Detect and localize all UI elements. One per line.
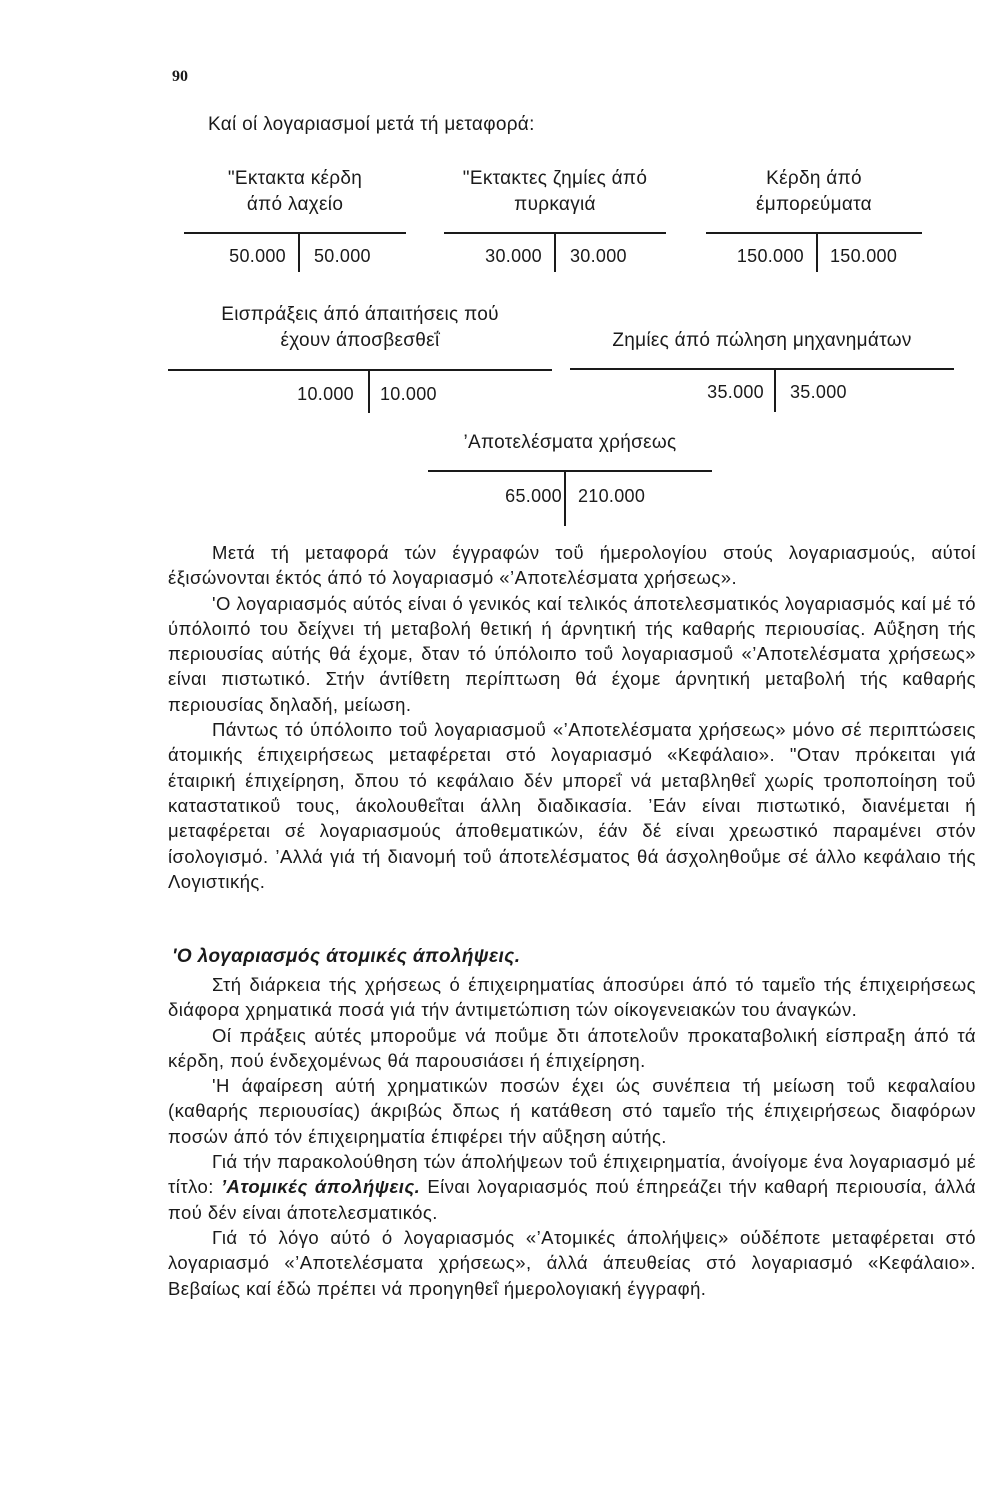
t-account-title: "Εκτακτα κέρδη άπό λαχείο — [227, 168, 363, 215]
t-account-extraordinary-gains — [184, 166, 406, 276]
t-account-title: "Εκτακτες ζημίες άπό πυρκαγιά — [462, 168, 648, 215]
body-text-block-1 — [168, 540, 976, 894]
t-account-title: ’Αποτελέσματα χρήσεως — [463, 432, 677, 453]
paragraph: Μετά τή μεταφορά τών έγγραφών τοΰ ήμερολογίου στούς λογαριασμούς, αύτοί έξισώνονται έκτός άπό τό λογαριασμό «’Αποτελέσματα χρήσεως». — [168, 542, 976, 589]
t-account-title: Κέρδη άπό έμπορεύματα — [756, 168, 872, 215]
t-account-income-summary — [428, 430, 712, 530]
paragraph: Στή διάρκεια τής χρήσεως ό έπιχειρηματίας άποσύρει άπό τό ταμεΐο τής έπιχειρήσεως διάφορα χρηματικά ποσά γιά τήν άντιμετώπιση τών οίκογενειακών του άναγκών. — [168, 974, 976, 1021]
t-account-credit: 210.000 — [578, 486, 646, 506]
t-account-debit: 10.000 — [297, 384, 354, 404]
t-account-machinery-sale-losses — [570, 328, 954, 414]
t-account-merchandise-gains — [706, 166, 922, 276]
t-account-debit: 150.000 — [736, 246, 804, 266]
section-title: 'Ο λογαριασμός άτομικές άπολήψεις. — [172, 946, 521, 967]
intro-line: Καί οί λογαριασμοί μετά τή μεταφορά: — [208, 114, 535, 135]
t-account-extraordinary-losses — [444, 166, 666, 276]
t-account-written-off-receivables — [168, 302, 552, 414]
paragraph: Οί πράξεις αύτές μποροΰμε νά ποΰμε δτι άποτελοΰν προκαταβολική είσπραξη άπό τά κέρδη, πού ένδεχομένως θά παρουσιάσει ή έπιχείρηση. — [168, 1024, 976, 1071]
t-account-title: Εισπράξεις άπό άπαιτήσεις πού έχουν άποσβεσθεΐ — [221, 304, 499, 351]
t-account-debit: 65.000 — [505, 486, 562, 506]
t-account-credit: 150.000 — [830, 246, 898, 266]
body-text-block-2 — [168, 972, 976, 1301]
t-account-debit: 50.000 — [229, 246, 286, 266]
t-account-debit: 30.000 — [485, 246, 542, 266]
t-account-credit: 30.000 — [570, 246, 627, 266]
page-number: 90 — [172, 68, 188, 85]
account-title-emphasis: ’Ατομικές άπολήψεις. — [220, 1176, 421, 1198]
paragraph: 'Ο λογαριασμός αύτός είναι ό γενικός καί τελικός άποτελεσματικός λογαριασμός καί μέ τό ύπόλοιπό του δείχνει τή μεταβολή θετική ή άρνητική τής καθαρής περιουσίας. Αΰξηση τής περιουσίας αύτής θά έχομε, δταν τό ύπόλοιπο τοΰ λογαριασμοΰ «’Αποτελέσματα χρήσεως» είναι πιστωτικό. Στήν άντίθετη περίπτωση θά έχομε άρνητική μεταβολή τής καθαρής περιουσίας δηλαδή, μείωση. — [168, 592, 976, 715]
t-account-debit: 35.000 — [707, 382, 764, 402]
t-account-credit: 35.000 — [790, 382, 847, 402]
paragraph: Γιά τήν παρακολούθηση τών άπολήψεων τοΰ έπιχειρηματία, άνοίγομε ένα λογαριασμό μέ τίτλο: ’Ατομικές άπολήψεις. Είναι λογαριασμός πού έπηρεάζει τήν καθαρή περιουσία, άλλά πού δέν είναι άποτελεσματικός. — [168, 1151, 976, 1223]
paragraph: Γιά τό λόγο αύτό ό λογαριασμός «’Ατομικές άπολήψεις» ούδέποτε μεταφέρεται στό λογαριασμό «’Αποτελέσματα χρήσεως», άλλά άπευθείας στό λογαριασμό «Κεφάλαιο». Βεβαίως καί έδώ πρέπει νά προηγηθεΐ ήμερολογιακή έγγραφή. — [168, 1226, 976, 1299]
t-account-credit: 50.000 — [314, 246, 371, 266]
paragraph: Πάντως τό ύπόλοιπο τοΰ λογαριασμοΰ «’Αποτελέσματα χρήσεως» μόνο σέ περιπτώσεις άτομικής έπιχειρήσεως μεταφέρεται στό λογαριασμό «Κεφάλαιο». "Οταν πρόκειται γιά έταιρική έπιχείρηση, δπου τό κεφάλαιο δέν μπορεΐ νά μεταβληθεΐ χωρίς τροποποίηση τοΰ καταστατικοΰ τους, άκολουθεΐται άλλη διαδικασία. ’Εάν είναι πιστωτικό, διανέμεται ή μεταφέρεται σέ λογαριασμούς άποθεματικών, έάν δέ είναι χρεωστικό παραμένει στόν ίσολογισμό. ’Αλλά γιά τή διανομή τοΰ άποτελέσματος θά άσχοληθοΰμε σέ άλλο κεφάλαιο τής Λογιστικής. — [168, 719, 976, 892]
t-account-title: Ζημίες άπό πώληση μηχανημάτων — [612, 330, 912, 351]
t-account-credit: 10.000 — [380, 384, 437, 404]
paragraph: 'Η άφαίρεση αύτή χρηματικών ποσών έχει ώς συνέπεια τή μείωση τοΰ κεφαλαίου (καθαρής περιουσίας) άκριβώς δπως ή κατάθεση στό ταμεΐο τής έπιχειρήσεως διαφόρων ποσών άπό τόν έπιχειρηματία έπιφέρει τήν αΰξηση αύτής. — [168, 1075, 976, 1147]
